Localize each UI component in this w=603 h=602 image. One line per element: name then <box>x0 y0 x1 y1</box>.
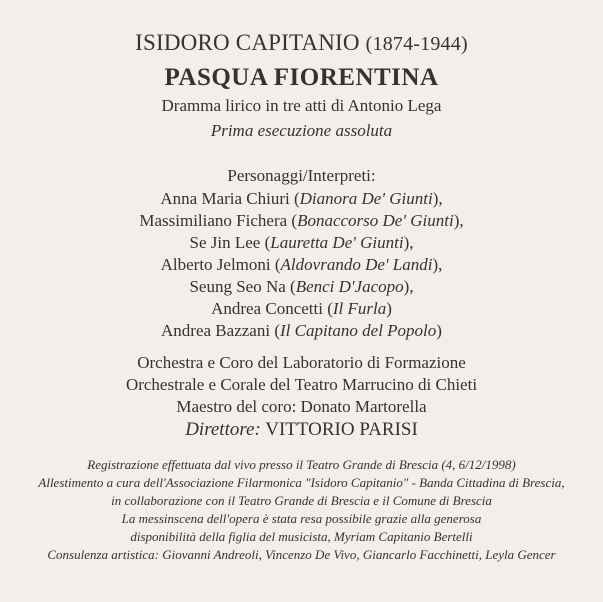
singer-name: Andrea Concetti <box>211 299 323 318</box>
chorus-master: Maestro del coro: Donato Martorella <box>176 397 427 416</box>
cast-member: Seung Seo Na (Benci D'Jacopo), <box>189 277 414 296</box>
singer-name: Massimiliano Fichera <box>139 211 288 230</box>
opera-title: PASQUA FIORENTINA <box>164 64 439 91</box>
cast-member: Andrea Concetti (Il Furla) <box>211 299 392 318</box>
cast-heading: Personaggi/Interpreti: <box>227 166 376 185</box>
director-line <box>0 419 603 441</box>
director-label: Direttore: <box>185 419 261 440</box>
orchestra-line: Orchestra e Coro del Laboratorio di Formazione <box>137 353 466 372</box>
cast-member: Anna Maria Chiuri (Dianora De' Giunti), <box>160 189 443 208</box>
premiere-note: Prima esecuzione assoluta <box>210 121 393 140</box>
singer-name: Anna Maria Chiuri <box>160 189 290 208</box>
role-name: Dianora De' Giunti <box>299 189 433 208</box>
role-name: Il Capitano del Popolo <box>279 321 437 340</box>
separator: , <box>409 233 414 252</box>
credit-line: La messinscena dell'opera è stata resa possibile grazie alla generosa <box>121 511 482 526</box>
separator: , <box>438 255 443 274</box>
separator: , <box>459 211 464 230</box>
composer-name: ISIDORO CAPITANIO <box>135 30 360 55</box>
credit-line: in collaborazione con il Teatro Grande di Brescia e il Comune di Brescia <box>111 493 492 508</box>
separator: , <box>438 189 443 208</box>
role-name: Benci D'Jacopo <box>295 277 404 296</box>
cast-member: Alberto Jelmoni (Aldovrando De' Landi), <box>160 255 443 274</box>
composer-years: (1874-1944) <box>365 33 468 55</box>
role-name: Lauretta De' Giunti <box>270 233 404 252</box>
singer-name: Andrea Bazzani <box>161 321 271 340</box>
opera-subtitle: Dramma lirico in tre atti di Antonio Lega <box>161 96 442 115</box>
credit-line: Registrazione effettuata dal vivo presso il Teatro Grande di Brescia (4, 6/12/1998) <box>87 457 516 472</box>
role-name: Il Furla <box>332 299 387 318</box>
credit-line: Consulenza artistica: Giovanni Andreoli, Vincenzo De Vivo, Giancarlo Facchinetti, Leyla Gencer <box>47 547 556 562</box>
credit-line: disponibilità della figlia del musicista, Myriam Capitanio Bertelli <box>130 529 473 544</box>
role-name: Bonaccorso De' Giunti <box>297 211 454 230</box>
separator: , <box>409 277 414 296</box>
role-name: Aldovrando De' Landi <box>280 255 433 274</box>
cast-member: Se Jin Lee (Lauretta De' Giunti), <box>189 233 414 252</box>
orchestra-line: Orchestrale e Corale del Teatro Marrucino di Chieti <box>125 375 478 394</box>
singer-name: Seung Seo Na <box>189 277 286 296</box>
director-name: VITTORIO PARISI <box>265 419 418 440</box>
cast-member: Andrea Bazzani (Il Capitano del Popolo) <box>161 321 442 340</box>
credit-line: Allestimento a cura dell'Associazione Filarmonica "Isidoro Capitanio" - Banda Cittadina di Brescia, <box>38 475 565 490</box>
cast-member: Massimiliano Fichera (Bonaccorso De' Giunti), <box>139 211 464 230</box>
composer-line <box>0 30 603 56</box>
singer-name: Se Jin Lee <box>189 233 261 252</box>
singer-name: Alberto Jelmoni <box>160 255 271 274</box>
